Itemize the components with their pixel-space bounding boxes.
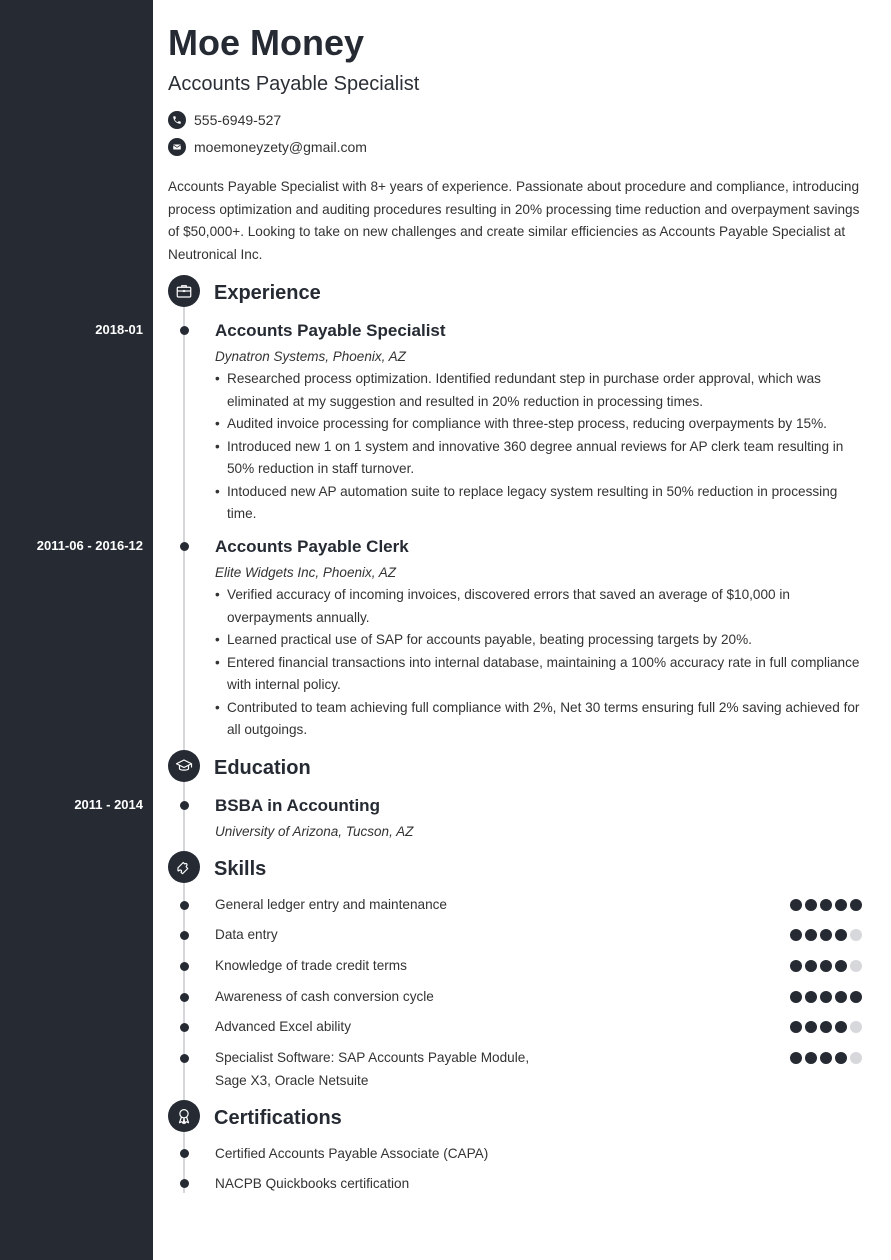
education-date: 2011 - 2014 xyxy=(74,797,143,812)
rating-dot-filled xyxy=(835,1021,847,1033)
skill-name-line: General ledger entry and maintenance xyxy=(215,897,447,912)
rating-dot-filled xyxy=(820,899,832,911)
contact-email xyxy=(168,138,367,156)
rating-dot-filled xyxy=(790,1052,802,1064)
job-bullet: • Learned practical use of SAP for accounts payable, beating processing targets by 20%. xyxy=(215,629,865,652)
job-title: Accounts Payable Specialist xyxy=(215,321,446,340)
skill-name xyxy=(215,1016,351,1039)
section-heading-education: Education xyxy=(214,757,311,779)
rating-dot-filled xyxy=(835,991,847,1003)
skill-name-line: Specialist Software: SAP Accounts Payable Module, xyxy=(215,1050,530,1065)
rating-dot-filled xyxy=(805,960,817,972)
timeline-dot xyxy=(180,1179,189,1188)
candidate-title: Accounts Payable Specialist xyxy=(168,73,420,95)
rating-dot-filled xyxy=(790,929,802,941)
timeline-dot xyxy=(180,993,189,1002)
graduation-cap-icon xyxy=(168,750,200,782)
job-bullet: • Audited invoice processing for compliance with three-step process, reducing overpayments by 15%. xyxy=(215,413,865,436)
job-company: Dynatron Systems, Phoenix, AZ xyxy=(215,349,406,364)
rating-dot-filled xyxy=(835,1052,847,1064)
skill-rating xyxy=(790,991,865,1003)
certification-item: NACPB Quickbooks certification xyxy=(215,1176,410,1191)
skill-name-line: Data entry xyxy=(215,927,278,942)
rating-dot-filled xyxy=(805,1021,817,1033)
rating-dot-filled xyxy=(820,1052,832,1064)
rating-dot-filled xyxy=(805,899,817,911)
rating-dot-filled xyxy=(835,899,847,911)
job-bullets xyxy=(215,368,865,526)
job-bullet: • Entered financial transactions into internal database, maintaining a 100% accuracy rate in full compliance with internal policy. xyxy=(215,652,865,697)
job-date: 2018-01 xyxy=(95,322,143,337)
candidate-name: Moe Money xyxy=(168,22,365,63)
skill-name-line: Knowledge of trade credit terms xyxy=(215,958,407,973)
rating-dot-filled xyxy=(790,1021,802,1033)
job-bullet: • Introduced new 1 on 1 system and innovative 360 degree annual reviews for AP clerk team resulting in 50% reduction in staff turnover. xyxy=(215,436,865,481)
puzzle-icon xyxy=(168,851,200,883)
timeline-dot xyxy=(180,1149,189,1158)
sidebar xyxy=(0,0,153,1260)
rating-dot-filled xyxy=(850,899,862,911)
timeline-dot xyxy=(180,326,189,335)
email-icon xyxy=(168,138,186,156)
rating-dot-empty xyxy=(850,1021,862,1033)
briefcase-icon xyxy=(168,275,200,307)
skill-name-line: Awareness of cash conversion cycle xyxy=(215,989,434,1004)
job-bullet: • Contributed to team achieving full compliance with 2%, Net 30 terms ensuring full 2% saving achieved for all outgoings. xyxy=(215,697,865,742)
skill-rating xyxy=(790,899,865,911)
skill-rating xyxy=(790,929,865,941)
job-bullet: • Researched process optimization. Identified redundant step in purchase order approval, which was eliminated at my suggestion and resulted in 20% reduction in processing times. xyxy=(215,368,865,413)
rating-dot-filled xyxy=(805,991,817,1003)
timeline-dot xyxy=(180,962,189,971)
job-date: 2011-06 - 2016-12 xyxy=(36,538,143,553)
timeline-dot xyxy=(180,542,189,551)
rating-dot-filled xyxy=(820,960,832,972)
rating-dot-filled xyxy=(790,991,802,1003)
rating-dot-filled xyxy=(835,960,847,972)
skill-name-line: Sage X3, Oracle Netsuite xyxy=(215,1072,369,1088)
contact-phone xyxy=(168,111,281,129)
rating-dot-filled xyxy=(820,929,832,941)
rating-dot-filled xyxy=(835,929,847,941)
rating-dot-filled xyxy=(820,1021,832,1033)
rating-dot-filled xyxy=(790,899,802,911)
rating-dot-empty xyxy=(850,929,862,941)
rating-dot-filled xyxy=(805,929,817,941)
section-heading-certifications: Certifications xyxy=(214,1107,342,1129)
job-bullet: • Intoduced new AP automation suite to replace legacy system resulting in 50% reduction in processing time. xyxy=(215,481,865,526)
skill-name xyxy=(215,1047,529,1092)
phone-icon xyxy=(168,111,186,129)
job-bullets xyxy=(215,584,865,742)
rating-dot-filled xyxy=(805,1052,817,1064)
timeline-dot xyxy=(180,931,189,940)
job-title: Accounts Payable Clerk xyxy=(215,537,409,556)
skill-name xyxy=(215,924,278,947)
job-bullet: • Verified accuracy of incoming invoices, discovered errors that saved an average of $10,000 in overpayments annually. xyxy=(215,584,865,629)
rating-dot-filled xyxy=(790,960,802,972)
skill-name-line: Advanced Excel ability xyxy=(215,1019,352,1034)
school-name: University of Arizona, Tucson, AZ xyxy=(215,824,414,839)
timeline-dot xyxy=(180,1023,189,1032)
skill-name xyxy=(215,955,407,978)
rating-dot-empty xyxy=(850,1052,862,1064)
job-company: Elite Widgets Inc, Phoenix, AZ xyxy=(215,565,396,580)
skill-rating xyxy=(790,960,865,972)
award-ribbon-icon xyxy=(168,1100,200,1132)
degree-title: BSBA in Accounting xyxy=(215,796,380,815)
skill-name xyxy=(215,986,434,1009)
rating-dot-empty xyxy=(850,960,862,972)
skill-name xyxy=(215,894,447,917)
rating-dot-filled xyxy=(850,991,862,1003)
skill-rating xyxy=(790,1021,865,1033)
timeline-dot xyxy=(180,1054,189,1063)
timeline-dot xyxy=(180,801,189,810)
timeline-dot xyxy=(180,901,189,910)
phone-text: 555-6949-527 xyxy=(194,112,282,128)
email-text: moemoneyzety@gmail.com xyxy=(194,139,367,155)
section-heading-skills: Skills xyxy=(214,858,267,880)
skill-rating xyxy=(790,1052,865,1064)
rating-dot-filled xyxy=(820,991,832,1003)
certification-item: Certified Accounts Payable Associate (CAPA) xyxy=(215,1146,489,1161)
profile-summary: Accounts Payable Specialist with 8+ years of experience. Passionate about procedure and compliance, introducing process optimization and auditing procedures resulting in 20% processing time reduction and overpayment savings of $50,000+. Looking to take on new challenges and create similar efficiencies as Accounts Payable Specialist at Neutronical Inc. xyxy=(168,179,860,262)
section-heading-experience: Experience xyxy=(214,282,321,304)
